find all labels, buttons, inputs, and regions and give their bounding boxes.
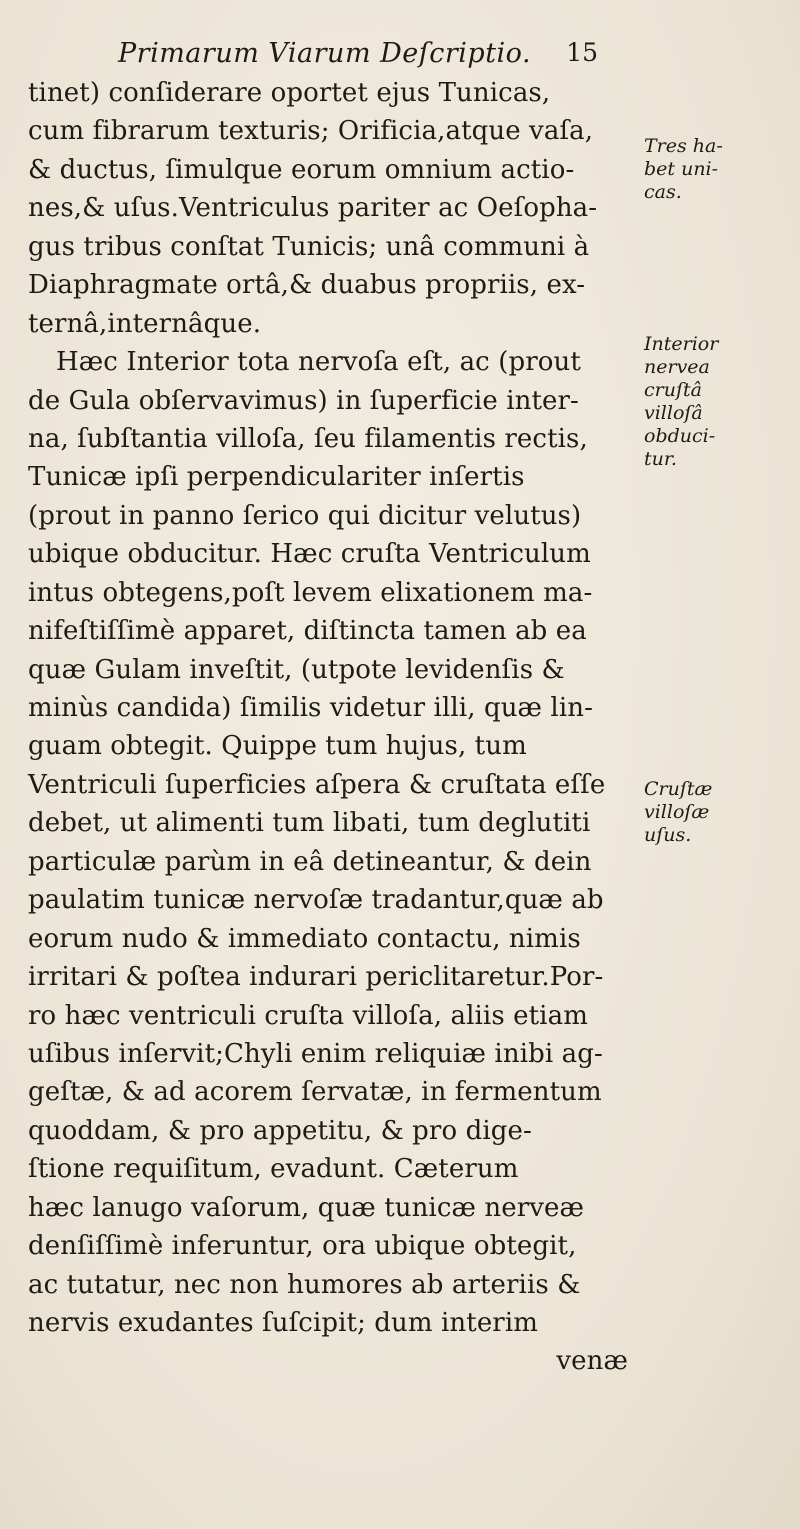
running-header: [118, 38, 598, 72]
marginal-note-line: villoſæ: [644, 801, 710, 823]
text-line: ternâ,internâque.: [28, 308, 262, 339]
marginal-note-line: villoſâ: [644, 402, 703, 424]
text-line: Diaphragmate ortâ,& duabus propriis, ex-: [28, 270, 586, 301]
text-line: nifeſtiſſimè apparet, diſtincta tamen ab ea: [28, 616, 587, 647]
text-line: quoddam, & pro appetitu, & pro dige-: [28, 1115, 532, 1146]
marginal-note-line: uſus.: [644, 824, 692, 846]
text-line: intus obtegens,poſt levem elixationem ma-: [28, 577, 593, 608]
text-line: ſtione requiſitum, evadunt. Cæterum: [28, 1154, 519, 1185]
running-title: Primarum Viarum Deſcriptio.: [118, 38, 532, 69]
text-line: uſibus inſervit;Chyli enim reliquiæ inibi ag-: [28, 1038, 603, 1069]
marginal-note-line: bet uni-: [644, 158, 719, 180]
text-line: na, ſubſtantia villoſa, ſeu filamentis rectis,: [28, 423, 588, 454]
page-number: 15: [566, 38, 598, 67]
text-line: denſiſſimè inferuntur, ora ubique obtegit,: [28, 1231, 577, 1262]
text-line: ro hæc ventriculi cruſta villoſa, aliis etiam: [28, 1000, 588, 1031]
text-line: de Gula obſervavimus) in ſuperficie inter-: [28, 385, 579, 416]
main-text-block: [28, 74, 628, 1381]
text-line: particulæ parùm in eâ detineantur, & dein: [28, 846, 592, 877]
marginal-note: [644, 333, 794, 471]
text-line: debet, ut alimenti tum libati, tum deglutiti: [28, 808, 591, 839]
catchword: venæ: [556, 1346, 628, 1377]
text-line: cum fibrarum texturis; Orificia,atque vaſa,: [28, 116, 594, 147]
marginal-note-line: Interior: [644, 333, 719, 355]
marginal-note-line: Tres ha-: [644, 135, 723, 157]
marginal-note-line: tur.: [644, 448, 677, 470]
text-line: nervis exudantes ſuſcipit; dum interim: [28, 1308, 538, 1338]
text-line: ubique obducitur. Hæc cruſta Ventriculum: [28, 539, 591, 570]
marginal-note-line: cruſtâ: [644, 379, 702, 401]
marginal-note-line: nervea: [644, 356, 710, 378]
text-line: hæc lanugo vaſorum, quæ tunicæ nerveæ: [28, 1192, 585, 1223]
text-line: tinet) conſiderare oportet ejus Tunicas,: [28, 78, 551, 108]
marginal-note: [644, 135, 794, 204]
marginal-note-line: cas.: [644, 181, 682, 203]
marginal-note-line: obduci-: [644, 425, 716, 447]
text-line: geſtæ, & ad acorem ſervatæ, in fermentum: [28, 1077, 602, 1108]
text-line: guam obtegit. Quippe tum hujus, tum: [28, 731, 527, 762]
marginal-note-line: Cruſtæ: [644, 778, 713, 800]
text-line: ac tutatur, nec non humores ab arteriis &: [28, 1269, 581, 1300]
text-line: irritari & poſtea indurari periclitaretur.Por-: [28, 962, 604, 993]
text-line: quæ Gulam inveſtit, (utpote levidenſis &: [28, 654, 565, 685]
text-line: Ventriculi ſuperficies aſpera & cruſtata eſſe: [28, 769, 606, 800]
text-line: nes,& uſus.Ventriculus pariter ac Oeſopha-: [28, 193, 598, 224]
text-line: & ductus, ſimulque eorum omnium actio-: [28, 154, 575, 185]
text-line: paulatim tunicæ nervoſæ tradantur,quæ ab: [28, 885, 604, 916]
marginal-note: [644, 778, 794, 847]
text-line: Tunicæ ipſi perpendiculariter inſertis: [28, 462, 525, 493]
text-line: minùs candida) ſimilis videtur illi, quæ lin-: [28, 693, 593, 723]
text-line: gus tribus conſtat Tunicis; unâ communi à: [28, 231, 590, 262]
text-line: (prout in panno ſerico qui dicitur velutus): [28, 500, 582, 531]
text-line: Hæc Interior tota nervoſa eſt, ac (prout: [56, 347, 581, 378]
text-line: eorum nudo & immediato contactu, nimis: [28, 923, 581, 954]
